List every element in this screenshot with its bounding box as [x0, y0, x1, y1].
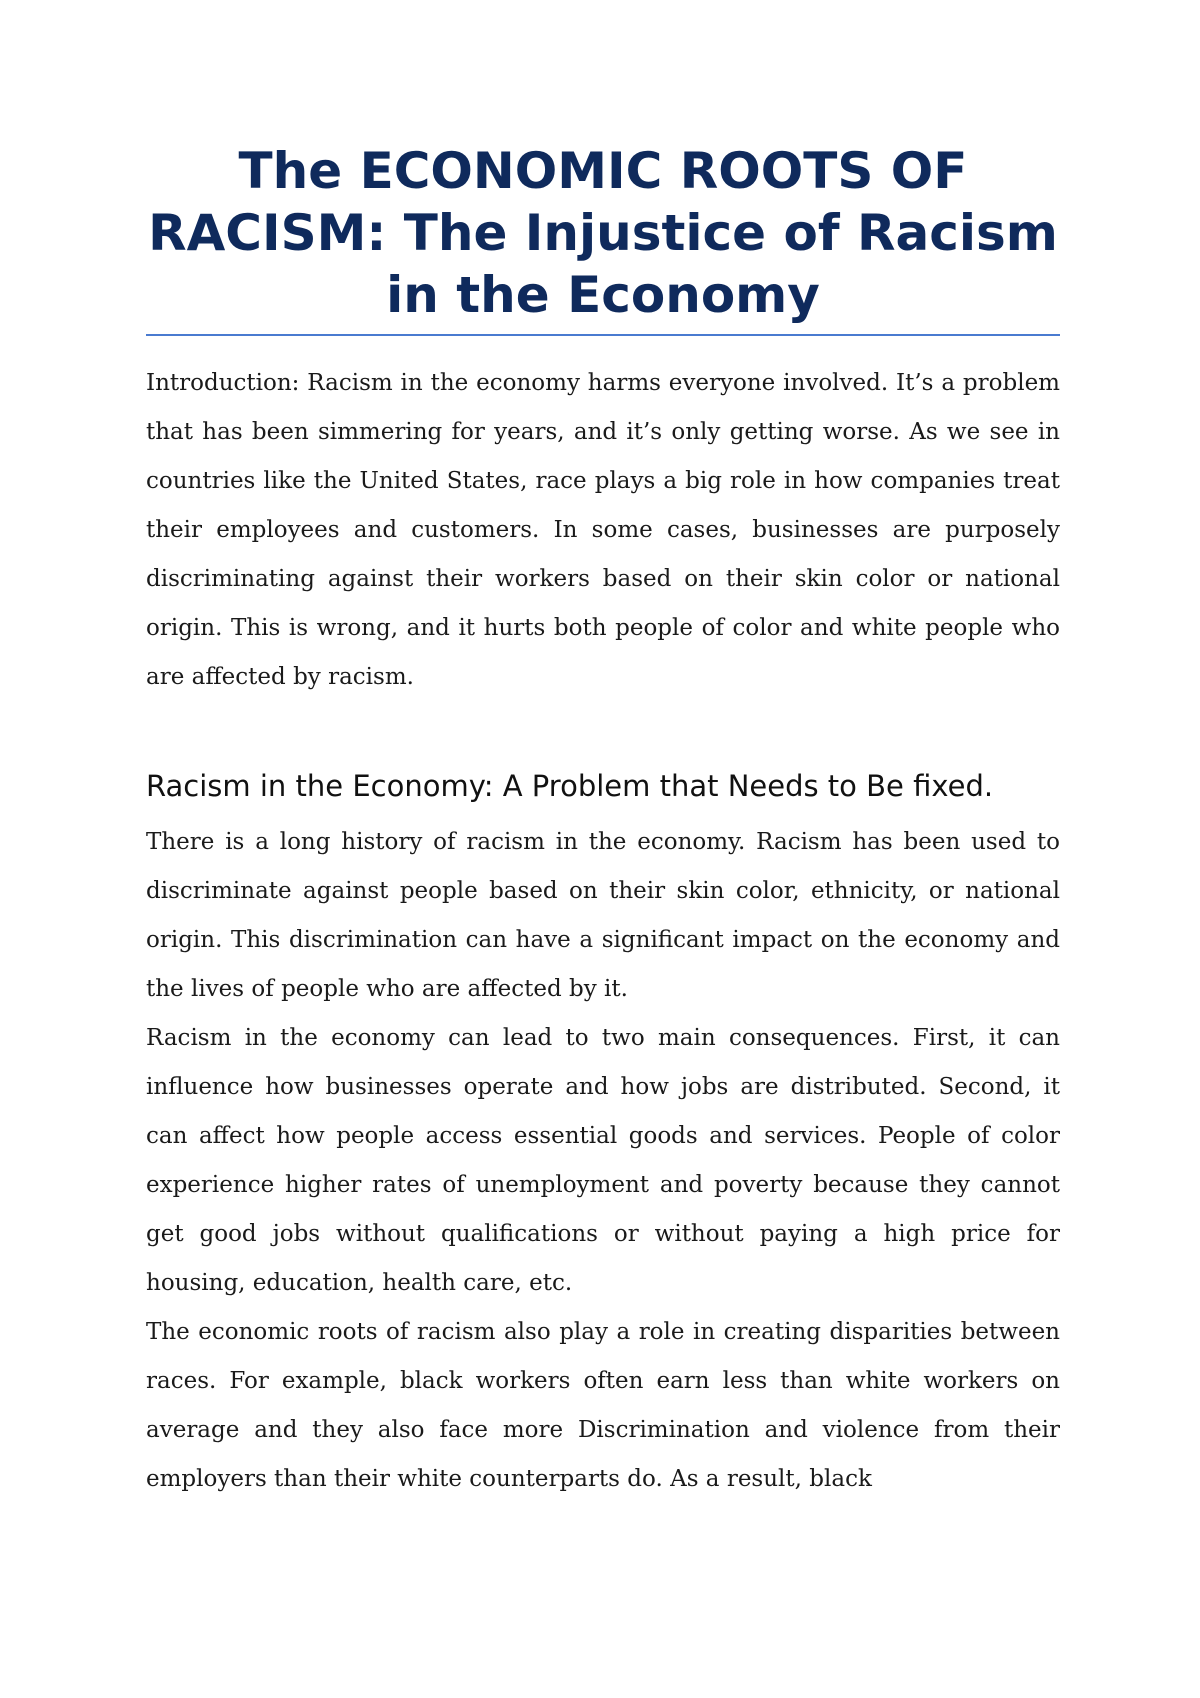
section-heading: Racism in the Economy: A Problem that Needs to Be fixed. [146, 769, 994, 803]
body-paragraph-3: The economic roots of racism also play a role in creating disparities between races. For example, black workers often earn less than white workers on average and they also face more Discrimination and violence from their employers than their white counterparts do. As a result, black [146, 1319, 1060, 1492]
body-paragraph-2: Racism in the economy can lead to two main consequences. First, it can influence how businesses operate and how jobs are distributed. Second, it can affect how people access essential goods and services. People of color experience higher rates of unemployment and poverty because they cannot get good jobs without qualifications or without paying a high price for housing, education, health care, etc. [146, 1025, 1060, 1296]
document-title: The ECONOMIC ROOTS OF RACISM: The Injustice of Racism in the Economy [146, 140, 1060, 336]
document-page [146, 140, 1060, 1504]
introduction-paragraph: Introduction: Racism in the economy harms everyone involved. It’s a problem that has been simmering for years, and it’s only getting worse. As we see in countries like the United States, race plays a big role in how companies treat their employees and customers. In some cases, businesses are purposely discriminating against their workers based on their skin color or national origin. This is wrong, and it hurts both people of color and white people who are affected by racism. [146, 370, 1060, 690]
body-paragraph-1: There is a long history of racism in the economy. Racism has been used to discriminate against people based on their skin color, ethnicity, or national origin. This discrimination can have a significant impact on the economy and the lives of people who are affected by it. [146, 829, 1060, 1002]
